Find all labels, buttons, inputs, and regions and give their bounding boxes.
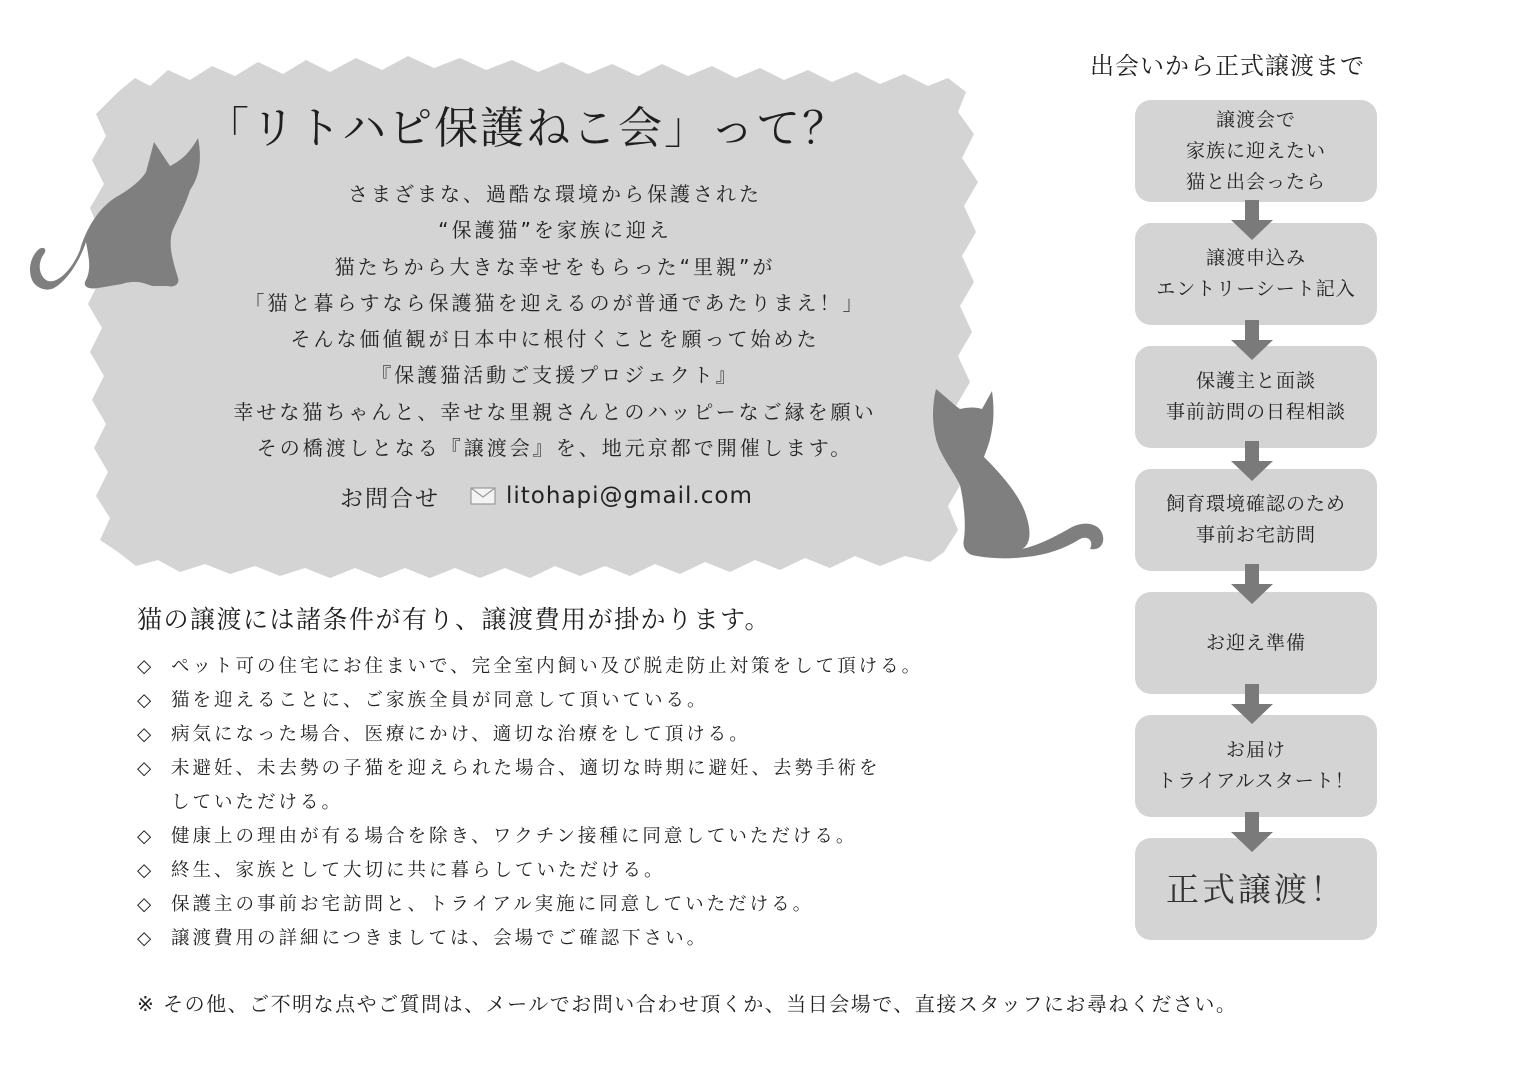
flow-title: 出会いから正式譲渡まで — [1090, 52, 1365, 80]
down-arrow-icon — [1231, 441, 1273, 481]
envelope-icon — [470, 487, 496, 505]
contact-row — [340, 478, 753, 514]
condition-text: ペット可の住宅にお住まいで、完全室内飼い及び脱走防止対策をして頂ける。 — [171, 656, 924, 677]
condition-item — [137, 822, 857, 848]
condition-text: 保護主の事前お宅訪問と、トライアル実施に同意していただける。 — [171, 894, 815, 915]
flow-step-line: 猫と出会ったら — [1185, 170, 1326, 193]
down-arrow-icon — [1231, 200, 1273, 240]
flow-step — [1135, 469, 1377, 571]
diamond-bullet-icon: ◇ — [137, 860, 155, 881]
flow-step-line: 保護主と面談 — [1195, 370, 1316, 392]
flow-step-line: 事前お宅訪問 — [1195, 524, 1316, 546]
flow-step-line: 譲渡申込み — [1205, 247, 1306, 269]
diamond-bullet-icon: ◇ — [137, 690, 155, 711]
flow-step-line: 正式譲渡！ — [1166, 869, 1346, 909]
flow-step-line: 事前訪問の日程相談 — [1165, 401, 1346, 423]
condition-text-continuation: していただける。 — [171, 792, 344, 813]
flow-step-line: トライアルスタート！ — [1157, 770, 1355, 792]
condition-item — [137, 720, 751, 746]
diamond-bullet-icon: ◇ — [137, 928, 155, 949]
condition-text: 譲渡費用の詳細につきましては、会場でご確認下さい。 — [171, 928, 709, 949]
footnote: ※ その他、ご不明な点やご質問は、メールでお問い合わせ頂くか、当日会場で、直接スタッフにお尋ねください。 — [137, 992, 1238, 1016]
diamond-bullet-icon: ◇ — [137, 826, 155, 847]
condition-item — [137, 652, 923, 678]
intro-text — [180, 176, 930, 466]
condition-text: 未避妊、未去勢の子猫を迎えられた場合、適切な時期に避妊、去勢手術を — [171, 758, 881, 779]
intro-line: 「猫と暮らすなら保護猫を迎えるのが普通であたりまえ！」 — [244, 290, 866, 315]
down-arrow-icon — [1231, 812, 1273, 852]
flow-step-line: お迎え準備 — [1205, 631, 1306, 654]
intro-line: そんな価値観が日本中に根付くことを願って始めた — [290, 327, 820, 352]
condition-item — [137, 754, 881, 780]
contact-email-link[interactable]: litohapi@gmail.com — [506, 483, 753, 509]
condition-text: 病気になった場合、医療にかけ、適切な治療をして頂ける。 — [171, 724, 751, 745]
condition-text: 健康上の理由が有る場合を除き、ワクチン接種に同意していただける。 — [171, 826, 858, 847]
intro-line: “保護猫”を家族に迎え — [438, 218, 672, 243]
down-arrow-icon — [1231, 564, 1273, 604]
intro-line: 幸せな猫ちゃんと、幸せな里親さんとのハッピーなご縁を願い — [233, 399, 877, 424]
down-arrow-icon — [1231, 684, 1273, 724]
intro-line: さまざまな、過酷な環境から保護された — [348, 182, 762, 206]
page-title: 「リトハピ保護ねこ会」って？ — [205, 103, 849, 154]
flow-step-line: エントリーシート記入 — [1156, 278, 1356, 300]
flow-step — [1135, 346, 1377, 448]
diamond-bullet-icon: ◇ — [137, 894, 155, 915]
condition-item — [137, 686, 709, 712]
conditions-heading: 猫の譲渡には諸条件が有り、譲渡費用が掛かります。 — [137, 605, 772, 634]
intro-line: 『保護猫活動ご支援プロジェクト』 — [371, 363, 739, 388]
sitting-cat-right-icon — [930, 385, 1108, 567]
down-arrow-icon — [1231, 320, 1273, 360]
condition-text: 終生、家族として大切に共に暮らしていただける。 — [171, 860, 666, 881]
flow-step-line: 譲渡会で — [1215, 108, 1296, 131]
flow-step — [1135, 100, 1377, 202]
condition-item — [137, 890, 814, 916]
diamond-bullet-icon: ◇ — [137, 656, 155, 677]
condition-item — [137, 924, 708, 950]
diamond-bullet-icon: ◇ — [137, 758, 155, 779]
diamond-bullet-icon: ◇ — [137, 724, 155, 745]
intro-line: その橋渡しとなる『譲渡会』を、地元京都で開催します。 — [256, 436, 854, 461]
flow-step-final — [1135, 838, 1377, 940]
condition-item — [137, 856, 666, 882]
flow-step-line: 家族に迎えたい — [1185, 139, 1326, 162]
condition-text: 猫を迎えることに、ご家族全員が同意して頂いている。 — [171, 690, 709, 711]
intro-line: 猫たちから大きな幸せをもらった“里親”が — [334, 254, 776, 279]
flow-step — [1135, 592, 1377, 694]
flow-step-line: お届け — [1225, 739, 1286, 761]
contact-label: お問合せ — [340, 485, 440, 512]
flow-step-line: 飼育環境確認のため — [1165, 493, 1346, 515]
flow-step — [1135, 715, 1377, 817]
